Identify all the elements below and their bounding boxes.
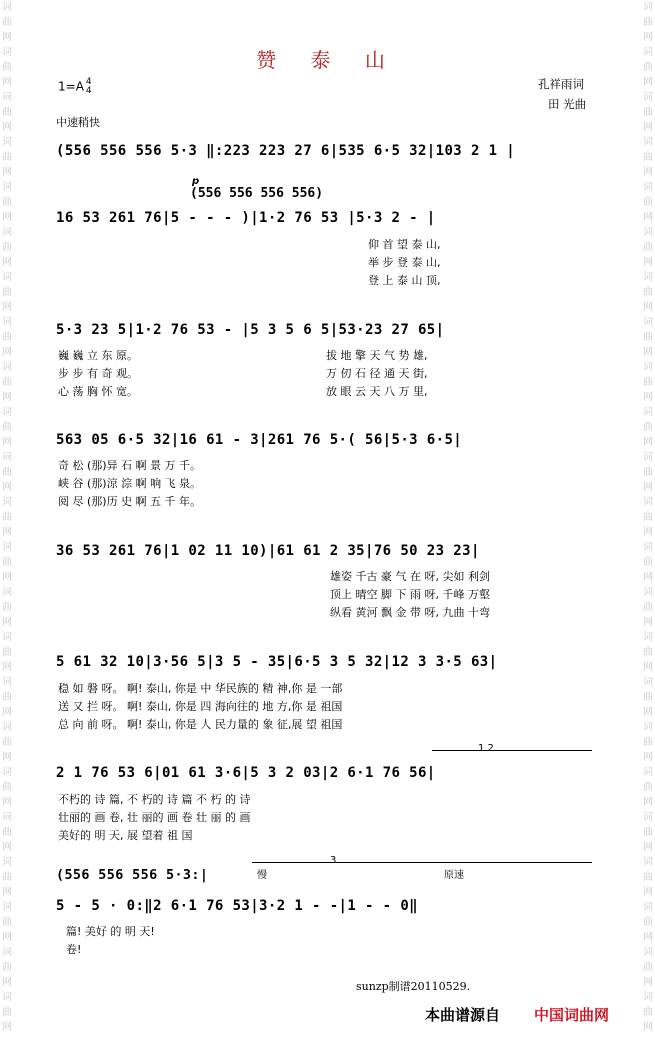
watermark-char: 曲 bbox=[643, 107, 653, 118]
watermark-char: 曲 bbox=[643, 152, 653, 163]
watermark-char: 曲 bbox=[2, 197, 12, 208]
watermark-char: 曲 bbox=[643, 62, 653, 73]
watermark-char: 网 bbox=[643, 752, 653, 763]
lyric-row-5-v3: 纵看 黄河 飘 金 带 呀, 九曲 十弯 bbox=[330, 606, 490, 619]
watermark-char: 网 bbox=[2, 662, 12, 673]
watermark-char: 曲 bbox=[2, 422, 12, 433]
watermark-char: 网 bbox=[643, 842, 653, 853]
lyric-row-7-v2: 壮丽的 画 卷, 壮 丽的 画 卷 壮 丽 的 画 bbox=[58, 811, 251, 824]
watermark-char: 曲 bbox=[643, 332, 653, 343]
watermark-char: 网 bbox=[643, 527, 653, 538]
watermark-char: 曲 bbox=[2, 827, 12, 838]
watermark-char: 词 bbox=[2, 137, 12, 148]
watermark-char: 曲 bbox=[2, 1007, 12, 1018]
score-row-4: 563 05 6·5 32|16 61 - 3|261 76 5·( 56|5·3 6·5| bbox=[56, 432, 463, 448]
watermark-char: 词 bbox=[2, 722, 12, 733]
tempo-slow: 慢 bbox=[257, 870, 267, 881]
watermark-char: 网 bbox=[643, 392, 653, 403]
watermark-char: 词 bbox=[643, 947, 653, 958]
lyric-row-3-right-v1: 拔 地 擎 天 气 势 雄, bbox=[326, 349, 428, 362]
watermark-char: 词 bbox=[643, 47, 653, 58]
watermark-left bbox=[0, 0, 14, 1055]
lyric-row-9-v2: 卷! bbox=[66, 943, 82, 956]
watermark-char: 词 bbox=[2, 362, 12, 373]
lyric-row-5-v1: 雄姿 千古 豪 气 在 呀, 尖如 利剑 bbox=[330, 570, 490, 583]
watermark-char: 曲 bbox=[643, 467, 653, 478]
watermark-char: 网 bbox=[2, 212, 12, 223]
lyric-row-2-v2: 举 步 登 泰 山, bbox=[368, 256, 441, 269]
watermark-char: 曲 bbox=[2, 557, 12, 568]
watermark-char: 词 bbox=[2, 47, 12, 58]
watermark-char: 网 bbox=[2, 482, 12, 493]
watermark-char: 网 bbox=[2, 122, 12, 133]
lyricist: 孔祥雨词 bbox=[538, 77, 584, 91]
watermark-char: 词 bbox=[2, 92, 12, 103]
watermark-char: 曲 bbox=[2, 107, 12, 118]
watermark-char: 网 bbox=[2, 347, 12, 358]
watermark-char: 词 bbox=[643, 542, 653, 553]
tuplet-label: 3 bbox=[330, 855, 337, 866]
watermark-char: 词 bbox=[2, 452, 12, 463]
lyric-row-3-left-v3: 心 荡 胸 怀 宽。 bbox=[58, 385, 138, 398]
score-row-6: 5 61 32 10|3·56 5|3 5 - 35|6·5 3 5 32|12 3 3·5 63| bbox=[56, 654, 498, 670]
watermark-char: 网 bbox=[2, 572, 12, 583]
watermark-char: 曲 bbox=[2, 692, 12, 703]
watermark-char: 曲 bbox=[643, 17, 653, 28]
watermark-char: 词 bbox=[2, 767, 12, 778]
watermark-char: 网 bbox=[643, 797, 653, 808]
watermark-char: 网 bbox=[643, 977, 653, 988]
watermark-char: 网 bbox=[643, 662, 653, 673]
watermark-char: 网 bbox=[2, 752, 12, 763]
watermark-char: 词 bbox=[2, 272, 12, 283]
watermark-char: 曲 bbox=[643, 737, 653, 748]
watermark-right bbox=[641, 0, 655, 1055]
watermark-char: 网 bbox=[2, 302, 12, 313]
watermark-char: 曲 bbox=[643, 692, 653, 703]
watermark-char: 网 bbox=[2, 527, 12, 538]
watermark-char: 曲 bbox=[643, 242, 653, 253]
watermark-char: 网 bbox=[643, 122, 653, 133]
watermark-char: 曲 bbox=[643, 647, 653, 658]
watermark-char: 曲 bbox=[2, 962, 12, 973]
watermark-char: 网 bbox=[643, 572, 653, 583]
lyric-row-6-v3: 总 向 前 呀。 啊! 泰山, 你是 人 民力量的 象 征,展 望 祖国 bbox=[58, 718, 343, 731]
watermark-char: 网 bbox=[643, 707, 653, 718]
time-den: 4 bbox=[85, 86, 92, 96]
dynamic-mark: p bbox=[192, 176, 200, 187]
volta-bracket bbox=[432, 750, 592, 751]
watermark-char: 曲 bbox=[643, 377, 653, 388]
watermark-char: 曲 bbox=[2, 467, 12, 478]
watermark-char: 曲 bbox=[2, 647, 12, 658]
watermark-char: 网 bbox=[2, 932, 12, 943]
watermark-char: 网 bbox=[2, 797, 12, 808]
tempo-resume: 原速 bbox=[444, 870, 464, 881]
watermark-char: 网 bbox=[643, 887, 653, 898]
watermark-char: 网 bbox=[2, 437, 12, 448]
transcriber-credit: sunzp制谱20110529. bbox=[356, 980, 471, 993]
watermark-char: 网 bbox=[643, 32, 653, 43]
watermark-char: 曲 bbox=[2, 512, 12, 523]
watermark-char: 网 bbox=[2, 1022, 12, 1033]
watermark-char: 词 bbox=[643, 137, 653, 148]
watermark-char: 网 bbox=[643, 77, 653, 88]
watermark-char: 曲 bbox=[643, 782, 653, 793]
watermark-char: 网 bbox=[643, 617, 653, 628]
volta-label: 1 2 bbox=[478, 743, 494, 754]
watermark-char: 网 bbox=[2, 977, 12, 988]
watermark-char: 词 bbox=[2, 992, 12, 1003]
credits bbox=[538, 74, 586, 114]
watermark-char: 网 bbox=[643, 167, 653, 178]
score-row-9: 5 - 5 · 0:‖2 6·1 76 53|3·2 1 - -|1 - - 0‖ bbox=[56, 898, 418, 914]
watermark-char: 词 bbox=[643, 362, 653, 373]
watermark-char: 词 bbox=[643, 587, 653, 598]
watermark-char: 曲 bbox=[2, 917, 12, 928]
lyric-row-6-v1: 稳 如 磐 呀。 啊! 泰山, 你是 中 华民族的 精 神,你 是 一部 bbox=[58, 682, 343, 695]
watermark-char: 曲 bbox=[643, 827, 653, 838]
watermark-char: 词 bbox=[643, 317, 653, 328]
time-signature bbox=[86, 78, 92, 96]
key-prefix: 1=A bbox=[58, 79, 84, 94]
watermark-char: 词 bbox=[643, 182, 653, 193]
intro-bracket-row: (556 556 556 556) bbox=[190, 186, 324, 201]
score-row-5: 36 53 261 76|1 02 11 10)|61 61 2 35|76 50 23 23| bbox=[56, 543, 480, 559]
lyric-row-9-v1: 篇! 美好 的 明 天! bbox=[66, 925, 155, 938]
watermark-char: 曲 bbox=[643, 917, 653, 928]
watermark-char: 网 bbox=[643, 347, 653, 358]
lyric-row-2-v3: 登 上 泰 山 顶, bbox=[368, 274, 441, 287]
watermark-char: 词 bbox=[2, 407, 12, 418]
watermark-char: 曲 bbox=[2, 782, 12, 793]
lyric-row-3-right-v3: 放 眼 云 天 八 万 里, bbox=[326, 385, 428, 398]
song-title: 赞 泰 山 bbox=[256, 48, 399, 72]
lyric-row-5-v2: 顶上 晴空 脚 下 雨 呀, 千峰 万壑 bbox=[330, 588, 490, 601]
lyric-row-6-v2: 送 又 拦 呀。 啊! 泰山, 你是 四 海向往的 地 方,你 是 祖国 bbox=[58, 700, 343, 713]
watermark-char: 词 bbox=[643, 407, 653, 418]
watermark-char: 曲 bbox=[2, 62, 12, 73]
watermark-char: 曲 bbox=[2, 17, 12, 28]
lyric-row-4-v3: 阅 尽 (那)历 史 啊 五 千 年。 bbox=[58, 495, 202, 508]
watermark-char: 词 bbox=[2, 857, 12, 868]
lyric-row-3-left-v1: 巍 巍 立 东 原。 bbox=[58, 349, 138, 362]
score-row-7: 2 1 76 53 6|01 61 3·6|5 3 2 03|2 6·1 76 56| bbox=[56, 765, 436, 781]
watermark-char: 词 bbox=[643, 272, 653, 283]
watermark-char: 网 bbox=[2, 167, 12, 178]
footer-source: 本曲谱源自 bbox=[425, 1006, 501, 1024]
watermark-char: 网 bbox=[2, 77, 12, 88]
watermark-char: 词 bbox=[2, 317, 12, 328]
watermark-char: 词 bbox=[643, 992, 653, 1003]
watermark-char: 词 bbox=[2, 497, 12, 508]
watermark-char: 网 bbox=[2, 32, 12, 43]
watermark-char: 词 bbox=[643, 902, 653, 913]
time-num: 4 bbox=[85, 77, 92, 87]
watermark-char: 词 bbox=[643, 227, 653, 238]
watermark-char: 曲 bbox=[2, 287, 12, 298]
watermark-char: 曲 bbox=[643, 197, 653, 208]
watermark-char: 曲 bbox=[2, 242, 12, 253]
watermark-char: 词 bbox=[643, 497, 653, 508]
watermark-char: 词 bbox=[2, 632, 12, 643]
tempo-marking: 中速稍快 bbox=[56, 116, 100, 129]
watermark-char: 网 bbox=[643, 932, 653, 943]
watermark-char: 词 bbox=[643, 677, 653, 688]
watermark-char: 曲 bbox=[643, 962, 653, 973]
lyric-row-4-v2: 峡 谷 (那)涼 淙 啊 响 飞 泉。 bbox=[58, 477, 202, 490]
watermark-char: 曲 bbox=[2, 872, 12, 883]
watermark-char: 网 bbox=[2, 842, 12, 853]
score-row-8-interlude: (556 556 556 5·3:| bbox=[56, 868, 209, 883]
watermark-char: 曲 bbox=[2, 377, 12, 388]
score-row-3: 5·3 23 5|1·2 76 53 - |5 3 5 6 5|53·23 27 65| bbox=[56, 322, 445, 338]
watermark-char: 网 bbox=[643, 212, 653, 223]
watermark-char: 曲 bbox=[643, 602, 653, 613]
watermark-char: 网 bbox=[2, 707, 12, 718]
watermark-char: 词 bbox=[643, 857, 653, 868]
tuplet-bracket bbox=[252, 862, 592, 863]
watermark-char: 曲 bbox=[643, 1007, 653, 1018]
score-row-2: 16 53 261 76|5 - - - )|1·2 76 53 |5·3 2 - | bbox=[56, 210, 436, 226]
watermark-char: 词 bbox=[2, 2, 12, 13]
watermark-char: 词 bbox=[2, 812, 12, 823]
watermark-char: 网 bbox=[2, 392, 12, 403]
watermark-char: 词 bbox=[643, 2, 653, 13]
watermark-char: 曲 bbox=[2, 602, 12, 613]
watermark-char: 词 bbox=[2, 902, 12, 913]
watermark-char: 词 bbox=[643, 632, 653, 643]
watermark-char: 网 bbox=[643, 437, 653, 448]
watermark-char: 词 bbox=[2, 677, 12, 688]
key-signature bbox=[58, 78, 92, 96]
watermark-char: 词 bbox=[643, 722, 653, 733]
watermark-char: 词 bbox=[2, 227, 12, 238]
watermark-char: 网 bbox=[2, 617, 12, 628]
watermark-char: 词 bbox=[643, 767, 653, 778]
composer: 田 光曲 bbox=[548, 97, 587, 111]
watermark-char: 词 bbox=[2, 182, 12, 193]
watermark-char: 曲 bbox=[643, 512, 653, 523]
lyric-row-3-left-v2: 步 步 有 奇 观。 bbox=[58, 367, 138, 380]
watermark-char: 曲 bbox=[643, 422, 653, 433]
lyric-row-2-v1: 仰 首 望 泰 山, bbox=[368, 238, 441, 251]
watermark-char: 网 bbox=[643, 1022, 653, 1033]
watermark-char: 网 bbox=[2, 257, 12, 268]
watermark-char: 网 bbox=[643, 302, 653, 313]
lyric-row-7-v1: 不朽的 诗 篇, 不 朽的 诗 篇 不 朽 的 诗 bbox=[58, 793, 251, 806]
watermark-char: 曲 bbox=[2, 737, 12, 748]
score-row-1: (556 556 556 5·3 ‖:223 223 27 6|535 6·5 32|103 2 1 | bbox=[56, 143, 516, 159]
watermark-char: 词 bbox=[2, 587, 12, 598]
watermark-char: 网 bbox=[643, 257, 653, 268]
lyric-row-7-v3: 美好的 明 天, 展 望着 祖 国 bbox=[58, 829, 193, 842]
watermark-char: 网 bbox=[2, 887, 12, 898]
lyric-row-3-right-v2: 万 仞 石 径 通 天 街, bbox=[326, 367, 428, 380]
watermark-char: 曲 bbox=[2, 152, 12, 163]
watermark-char: 曲 bbox=[643, 557, 653, 568]
watermark-char: 词 bbox=[643, 452, 653, 463]
footer-site: 中国词曲网 bbox=[534, 1006, 610, 1024]
watermark-char: 词 bbox=[643, 812, 653, 823]
watermark-char: 曲 bbox=[2, 332, 12, 343]
lyric-row-4-v1: 奇 松 (那)异 石 啊 景 万 千。 bbox=[58, 459, 202, 472]
watermark-char: 网 bbox=[643, 482, 653, 493]
watermark-char: 词 bbox=[2, 947, 12, 958]
watermark-char: 词 bbox=[2, 542, 12, 553]
watermark-char: 词 bbox=[643, 92, 653, 103]
watermark-char: 曲 bbox=[643, 287, 653, 298]
watermark-char: 曲 bbox=[643, 872, 653, 883]
